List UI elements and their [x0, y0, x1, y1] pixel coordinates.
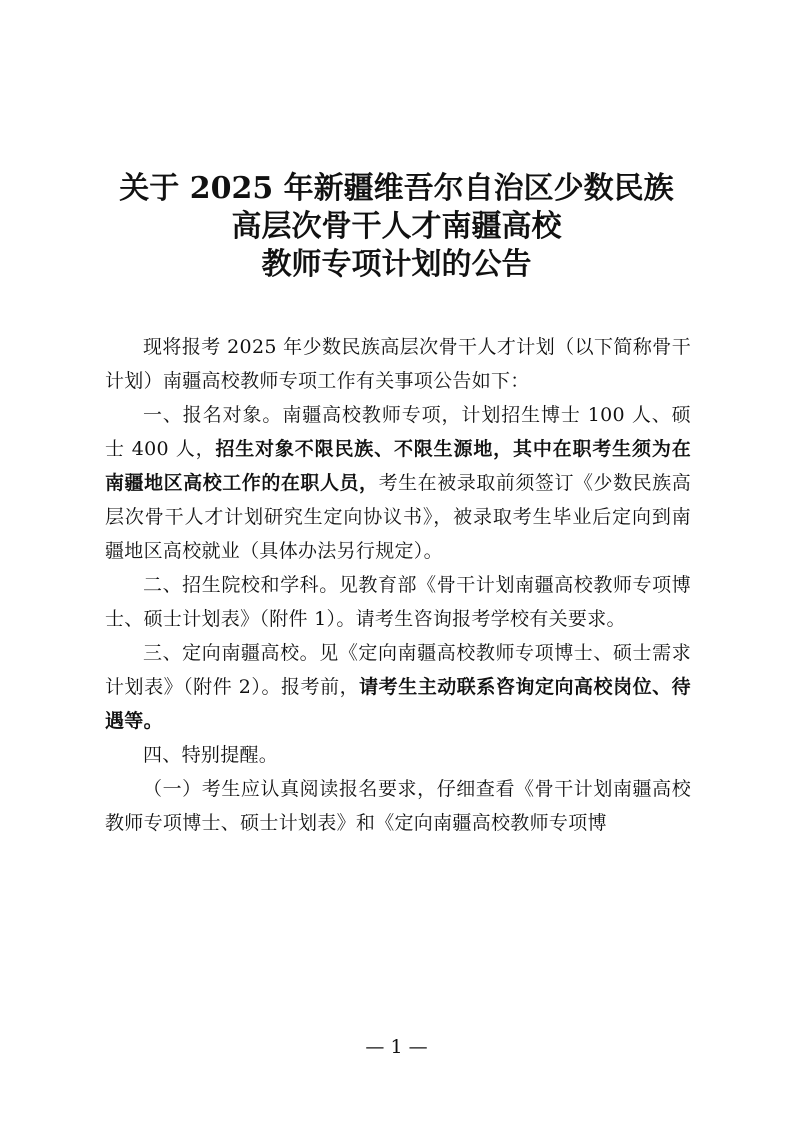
section-4-paragraph — [105, 738, 691, 772]
section-2-text: 见教育部《骨干计划南疆高校教师专项博士、硕士计划表》（附件 1）。请考生咨询报考学校有关要求。 — [105, 574, 691, 630]
intro-paragraph — [105, 330, 691, 398]
section-2-heading: 二、招生院校和学科。 — [143, 574, 339, 596]
intro-text: 现将报考 2025 年少数民族高层次骨干人才计划（以下简称骨干计划）南疆高校教师专项工作有关事项公告如下： — [105, 336, 691, 392]
document-title — [0, 170, 793, 284]
section-1-heading: 一、报名对象。 — [143, 404, 283, 426]
item-1-text: （一）考生应认真阅读报名要求，仔细查看《骨干计划南疆高校教师专项博士、硕士计划表》和《定向南疆高校教师专项博 — [105, 778, 691, 834]
section-1-text-a: 南疆高校教师专项，计划招生博士 100 人、硕士 400 人， — [105, 404, 691, 460]
section-1-bold-text: 招生对象不限民族、不限生源地，其中在职考生须为在南疆地区高校工作的在职人员， — [105, 438, 691, 494]
page-number: — 1 — — [365, 1036, 428, 1058]
title-line-1: 关于 2025 年新疆维吾尔自治区少数民族 — [119, 171, 674, 206]
document-body — [105, 330, 691, 840]
section-3-paragraph — [105, 636, 691, 738]
title-line-2: 高层次骨干人才南疆高校 — [231, 209, 562, 244]
section-2-paragraph — [105, 568, 691, 636]
section-3-bold-text: 请考生主动联系咨询定向高校岗位、待遇等。 — [105, 676, 691, 732]
section-4-heading: 四、特别提醒。 — [143, 744, 279, 766]
item-1-paragraph — [105, 772, 691, 840]
title-line-3: 教师专项计划的公告 — [261, 247, 532, 282]
section-1-paragraph — [105, 398, 691, 568]
section-3-heading: 三、定向南疆高校。 — [143, 642, 320, 664]
section-1-text-b: 考生在被录取前须签订《少数民族高层次骨干人才计划研究生定向协议书》，被录取考生毕业后定向到南疆地区高校就业（具体办法另行规定）。 — [105, 472, 691, 562]
section-3-text-a: 见《定向南疆高校教师专项博士、硕士需求计划表》（附件 2）。报考前， — [105, 642, 691, 698]
